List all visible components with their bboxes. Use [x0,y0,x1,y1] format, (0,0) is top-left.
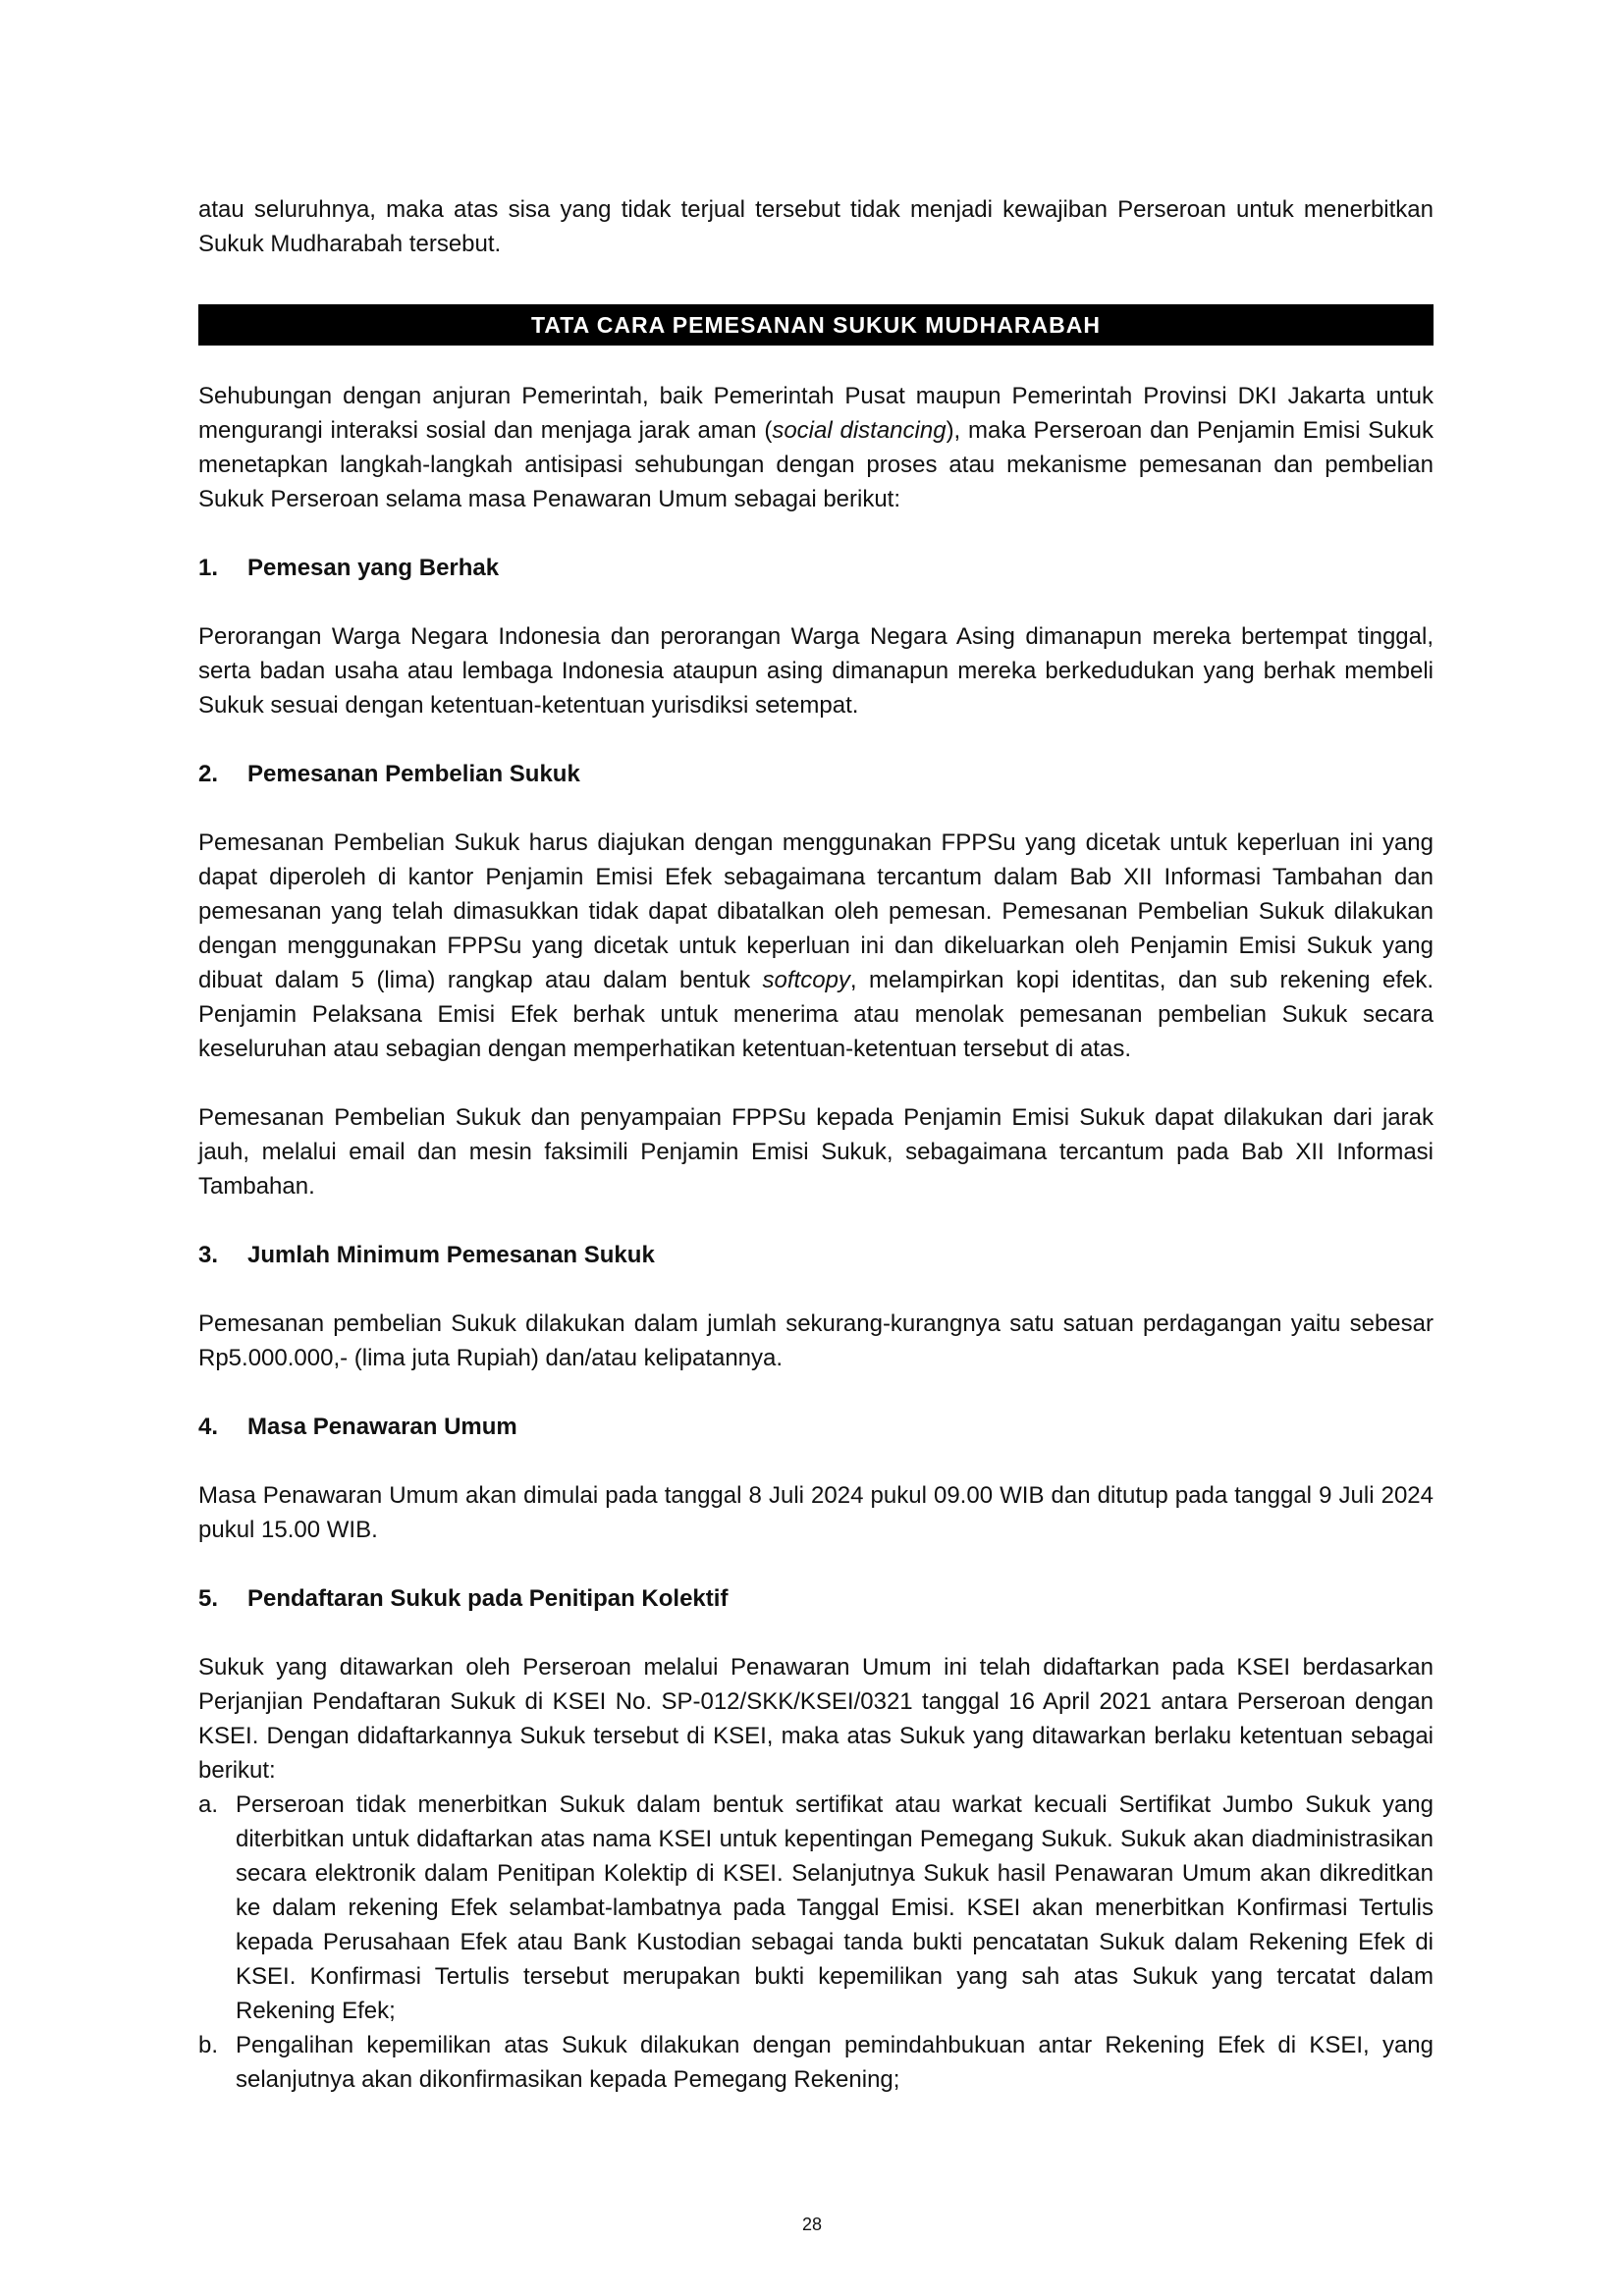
opening-paragraph [198,379,1434,516]
section-3-number: 3. [198,1242,219,1268]
section-2-paragraph-1 [198,826,1434,1066]
section-2-heading [198,757,1434,791]
section-2-p1-italic: softcopy [762,967,850,993]
list-item-marker: a. [198,1791,219,1818]
section-1-heading [198,551,1434,585]
section-5-title: Pendaftaran Sukuk pada Penitipan Kolektif [247,1585,729,1612]
list-item-text: Perseroan tidak menerbitkan Sukuk dalam bentuk sertifikat atau warkat kecuali Sertifikat Jumbo Sukuk yang diterbitkan untuk didaftarkan atas nama KSEI untuk kepentingan Pemegang Sukuk. Sukuk akan diadministrasikan secara elektronik dalam Penitipan Kolektip di KSEI. Selanjutnya Sukuk hasil Penawaran Umum akan dikreditkan ke dalam rekening Efek selambat-lambatnya pada Tanggal Emisi. KSEI akan menerbitkan Konfirmasi Tertulis kepada Perusahaan Efek atau Bank Kustodian sebagai tanda bukti pencatatan Sukuk dalam Rekening Efek di KSEI. Konfirmasi Tertulis tersebut merupakan bukti kepemilikan yang sah atas Sukuk yang tercatat dalam Rekening Efek; [236,1791,1434,2024]
document-page [198,192,1434,2097]
list-item-text: Pengalihan kepemilikan atas Sukuk dilakukan dengan pemindahbukuan antar Rekening Efek di KSEI, yang selanjutnya akan dikonfirmasikan kepada Pemegang Rekening; [236,2032,1434,2093]
list-item [198,1788,1434,2028]
section-1-number: 1. [198,555,219,581]
opening-text-part1: Sehubungan dengan anjuran Pemerintah, baik Pemerintah Pusat maupun Pemerintah Provinsi DKI Jakarta untuk mengurangi interaksi sosial dan menjaga jarak aman ( [198,383,1434,444]
section-1-title: Pemesan yang Berhak [247,555,500,581]
section-4-number: 4. [198,1414,219,1440]
section-4-paragraph: Masa Penawaran Umum akan dimulai pada tanggal 8 Juli 2024 pukul 09.00 WIB dan ditutup pada tanggal 9 Juli 2024 pukul 15.00 WIB. [198,1482,1434,1543]
section-2-p1-part2: , melampirkan kopi identitas, dan sub rekening efek. Penjamin Pelaksana Emisi Efek berhak untuk menerima atau menolak pemesanan pembelian Sukuk secara keseluruhan atau sebagian dengan memperhatikan ketentuan-ketentuan tersebut di atas. [198,967,1435,1062]
section-4-heading [198,1410,1434,1444]
section-3-heading [198,1238,1434,1272]
list-item-marker: b. [198,2032,219,2058]
opening-italic-term: social distancing [772,417,947,444]
section-3-paragraph: Pemesanan pembelian Sukuk dilakukan dalam jumlah sekurang-kurangnya satu satuan perdagangan yaitu sebesar Rp5.000.000,- (lima juta Rupiah) dan/atau kelipatannya. [198,1310,1434,1371]
section-2-p1-part1: Pemesanan Pembelian Sukuk harus diajukan dengan menggunakan FPPSu yang dicetak untuk keperluan ini yang dapat diperoleh di kantor Penjamin Emisi Efek sebagaimana tercantum dalam Bab XII Informasi Tambahan dan pemesanan yang telah dimasukkan tidak dapat dibatalkan oleh pemesan. Pemesanan Pembelian Sukuk dilakukan dengan menggunakan FPPSu yang dicetak untuk keperluan ini dan dikeluarkan oleh Penjamin Emisi Sukuk yang dibuat dalam 5 (lima) rangkap atau dalam bentuk [198,829,1434,993]
section-5-number: 5. [198,1585,219,1612]
section-1-paragraph: Perorangan Warga Negara Indonesia dan perorangan Warga Negara Asing dimanapun mereka bertempat tinggal, serta badan usaha atau lembaga Indonesia ataupun asing dimanapun mereka berkedudukan yang berhak membeli Sukuk sesuai dengan ketentuan-ketentuan yurisdiksi setempat. [198,623,1434,719]
page-number: 28 [801,2215,823,2234]
section-3-title: Jumlah Minimum Pemesanan Sukuk [247,1242,655,1268]
section-2-number: 2. [198,761,219,787]
section-2-title: Pemesanan Pembelian Sukuk [247,761,580,787]
section-5-paragraph: Sukuk yang ditawarkan oleh Perseroan melalui Penawaran Umum ini telah didaftarkan pada KSEI berdasarkan Perjanjian Pendaftaran Sukuk di KSEI No. SP-012/SKK/KSEI/0321 tanggal 16 April 2021 antara Perseroan dengan KSEI. Dengan didaftarkannya Sukuk tersebut di KSEI, maka atas Sukuk yang ditawarkan berlaku ketentuan sebagai berikut: [198,1654,1434,1784]
section-title-banner: TATA CARA PEMESANAN SUKUK MUDHARABAH [198,304,1434,346]
section-5-list [198,1788,1434,2097]
section-4-title: Masa Penawaran Umum [247,1414,517,1440]
section-5-heading [198,1581,1434,1616]
section-2-paragraph-2: Pemesanan Pembelian Sukuk dan penyampaian FPPSu kepada Penjamin Emisi Sukuk dapat dilakukan dari jarak jauh, melalui email dan mesin faksimili Penjamin Emisi Sukuk, sebagaimana tercantum pada Bab XII Informasi Tambahan. [198,1104,1434,1200]
opening-text-part2: ), maka Perseroan dan Penjamin Emisi Sukuk menetapkan langkah-langkah antisipasi sehubungan dengan proses atau mekanisme pemesanan dan pembelian Sukuk Perseroan selama masa Penawaran Umum sebagai berikut: [198,417,1434,512]
list-item [198,2028,1434,2097]
intro-paragraph: atau seluruhnya, maka atas sisa yang tidak terjual tersebut tidak menjadi kewajiban Perseroan untuk menerbitkan Sukuk Mudharabah tersebut. [198,196,1434,257]
